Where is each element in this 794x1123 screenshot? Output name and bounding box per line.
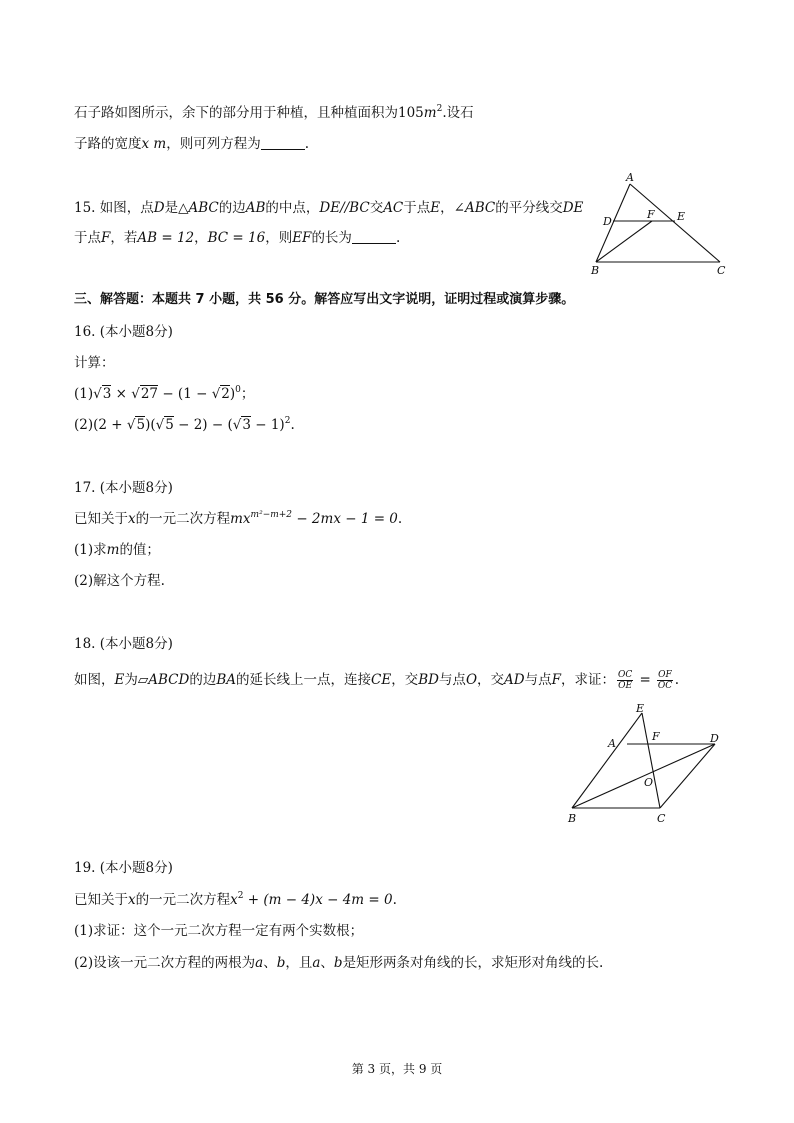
q15-cond1: AB = 12 <box>137 230 195 246</box>
q18-t3: 的边 <box>189 672 217 688</box>
q15-period: . <box>395 230 401 246</box>
q15-DE: DE <box>562 200 584 216</box>
q18-line-BE <box>572 713 642 808</box>
q18-BA: BA <box>216 672 236 688</box>
q18-line-EC <box>642 713 660 808</box>
q19-eq2: + (m − 4)x − 4m = 0 <box>243 892 393 908</box>
q16-title: 16. (本小题8分) <box>74 324 173 340</box>
q18-title: 18. (本小题8分) <box>74 636 173 652</box>
q15-comma: ， <box>194 230 208 246</box>
q15-t7: 的平分线交 <box>495 200 563 216</box>
q18-period: . <box>674 672 680 688</box>
q16-p1-rad2: 27 <box>140 386 159 402</box>
q18-E: E <box>114 672 125 688</box>
q18-O: O <box>465 672 478 688</box>
q16-p1-label: (1) <box>74 386 94 402</box>
q19-eq1: x <box>230 892 238 908</box>
q16-part-2 <box>74 415 295 435</box>
q14-text-end: .设石 <box>442 105 474 121</box>
q16-intro: 计算： <box>74 355 115 371</box>
q16-p2-a: (2 + <box>93 417 127 433</box>
q19-p2b: ，且 <box>285 955 313 971</box>
q18-f2-den: OC <box>657 681 673 691</box>
q15-t3: 的中点， <box>265 200 320 216</box>
q18-t9: ，求证： <box>560 672 615 688</box>
q19-sep2: 、 <box>320 955 334 971</box>
q18-t4: 的延长线上一点，连接 <box>236 672 371 688</box>
q16-p1-minus: − (1 − <box>158 386 212 402</box>
q15-l2d: 的长为 <box>311 230 352 246</box>
q19-p2a: (2)设该一元二次方程的两根为 <box>74 955 256 971</box>
q17-x: x <box>128 511 136 527</box>
q16-p2-g: − 2) − ( <box>173 417 233 433</box>
q18-fraction-2 <box>657 670 673 691</box>
q19-eqexp: 2 <box>237 891 244 901</box>
q14-period: . <box>304 136 310 152</box>
q16-p1-times: × <box>111 386 132 402</box>
q18-AD: AD <box>504 672 525 688</box>
q14-area: 105 <box>398 105 424 121</box>
q15-ABC: ABC <box>188 200 219 216</box>
q16-p2-root1: √ <box>126 417 136 433</box>
q18-f1-num: OC <box>617 670 633 680</box>
q15-DEBC: DE//BC <box>319 200 370 216</box>
q15-label-E: E <box>677 210 686 223</box>
q14-var-x: x <box>141 136 150 152</box>
q16-p2-rad2: 5 <box>165 417 174 433</box>
q18-BD: BD <box>418 672 439 688</box>
q15-line-AC <box>630 184 720 262</box>
q16-p2-rad1: 5 <box>136 417 146 433</box>
q16-p2-j: − 1) <box>250 417 285 433</box>
q19-b: b <box>276 955 286 971</box>
q18-F: F <box>551 672 561 688</box>
q16-p2-root2: √ <box>155 417 165 433</box>
q16-p1-end: ； <box>240 386 255 402</box>
q19-t2: 的一元二次方程 <box>135 892 231 908</box>
q18-label-C: C <box>657 812 666 825</box>
q15-t1: 是△ <box>164 200 189 216</box>
q18-fraction-1 <box>617 670 633 691</box>
q15-label-D: D <box>603 215 612 228</box>
q15-l2a: 于点 <box>74 230 101 246</box>
q14-var-m: m <box>153 136 167 152</box>
q14-exp: 2 <box>436 104 443 114</box>
q17-statement <box>74 509 402 529</box>
q14-answer-blank <box>261 135 305 150</box>
q19-title: 19. (本小题8分) <box>74 860 173 876</box>
q16-p1-close: ) <box>229 386 236 402</box>
q16-p1-exp: 0 <box>235 385 241 395</box>
q19-period: . <box>392 892 397 908</box>
q19-sep: 、 <box>263 955 277 971</box>
q19-b2: b <box>333 955 343 971</box>
q14-text: 石子路如图所示，余下的部分用于种植，且种植面积为 <box>74 105 398 121</box>
q15-lead: 15. 如图，点 <box>74 200 154 216</box>
q15-cond2: BC = 16 <box>207 230 266 246</box>
q18-label-A: A <box>608 737 616 750</box>
section-3-heading: 三、解答题：本题共 7 小题，共 56 分。解答应写出文字说明，证明过程或演算步骤。 <box>74 292 575 307</box>
q14-line-1 <box>74 103 474 123</box>
q15-l2b: ，若 <box>110 230 138 246</box>
q15-F: F <box>101 230 111 246</box>
q18-ABCD: ABCD <box>148 672 190 688</box>
q19-part-1: (1)求证：这个一元二次方程一定有两个实数根； <box>74 923 364 939</box>
q18-t6: 与点 <box>438 672 466 688</box>
q18-t7: ，交 <box>477 672 505 688</box>
q15-label-B: B <box>591 264 600 277</box>
q15-label-A: A <box>626 171 634 184</box>
q17-rest: − 2mx − 1 = 0 <box>292 511 398 527</box>
q18-CE: CE <box>371 672 392 688</box>
q18-label-F: F <box>652 730 660 743</box>
q17-t2: 的一元二次方程 <box>135 511 231 527</box>
q16-p1-root3: √ <box>211 386 221 402</box>
q16-p2-label: (2) <box>74 417 94 433</box>
q15-t2: 的边 <box>218 200 246 216</box>
q18-label-O: O <box>644 776 654 789</box>
q17-mx: mx <box>230 511 251 527</box>
q15-l2c: ，则 <box>265 230 293 246</box>
q16-p2-end: . <box>290 417 295 433</box>
q15-line-AB <box>596 184 630 262</box>
q15-line-2 <box>74 228 400 248</box>
q15-EF: EF <box>292 230 312 246</box>
q18-t5: ，交 <box>391 672 419 688</box>
q16-p1-root1: √ <box>93 386 102 402</box>
q19-t1: 已知关于 <box>74 892 128 908</box>
q18-label-B: B <box>568 812 577 825</box>
q16-p2-exp: 2 <box>284 416 291 426</box>
q15-t6: ，∠ <box>440 200 465 216</box>
q19-statement <box>74 890 397 910</box>
q18-line-CD <box>660 744 715 808</box>
q14-unit: m <box>423 105 437 121</box>
q18-statement <box>74 670 679 691</box>
q18-t8: 与点 <box>524 672 552 688</box>
q17-m: m <box>106 542 120 558</box>
q15-label-F: F <box>647 208 655 221</box>
q19-a: a <box>255 955 264 971</box>
q16-p1-root2: √ <box>131 386 140 402</box>
page-footer: 第 3 页，共 9 页 <box>351 1062 443 1076</box>
q15-AB: AB <box>245 200 266 216</box>
q17-p1b: 的值； <box>119 542 160 558</box>
q18-parallelogram-figure <box>560 700 730 830</box>
q16-p1-rad1: 3 <box>102 386 112 402</box>
q15-line-1 <box>74 198 583 218</box>
q14-text3: ，则可列方程为 <box>166 136 261 152</box>
q19-a2: a <box>312 955 321 971</box>
q18-t2: 为▱ <box>124 672 149 688</box>
q15-triangle-figure <box>585 170 735 278</box>
q14-text2: 子路的宽度 <box>74 136 142 152</box>
q17-exp: m²−m+2 <box>250 510 293 520</box>
q18-label-D: D <box>710 732 719 745</box>
q18-t1: 如图， <box>74 672 115 688</box>
q14-line-2 <box>74 134 309 154</box>
q19-p2c: 是矩形两条对角线的长，求矩形对角线的长. <box>342 955 604 971</box>
q15-t4: 交 <box>369 200 384 216</box>
q15-answer-blank <box>352 229 396 244</box>
q18-f2-num: OF <box>658 670 672 680</box>
q16-part-1 <box>74 384 254 404</box>
q18-eq: = <box>635 672 656 688</box>
q15-t5: 于点 <box>403 200 431 216</box>
q15-ABC2: ABC <box>464 200 496 216</box>
q17-period: . <box>397 511 403 527</box>
q18-f1-den: OE <box>618 681 633 691</box>
q19-x: x <box>128 892 136 908</box>
q17-part-1 <box>74 540 160 560</box>
q15-E: E <box>430 200 441 216</box>
q15-label-C: C <box>717 264 726 277</box>
q17-part-2: (2)解这个方程. <box>74 573 165 589</box>
q17-t1: 已知关于 <box>74 511 128 527</box>
q16-p2-d: )( <box>145 417 156 433</box>
q18-label-E: E <box>636 702 645 715</box>
q17-title: 17. (本小题8分) <box>74 480 173 496</box>
q19-part-2 <box>74 953 603 973</box>
q17-p1a: (1)求 <box>74 542 107 558</box>
q16-p1-rad3: 2 <box>221 386 230 402</box>
q15-D: D <box>153 200 165 216</box>
q16-p2-root3: √ <box>232 417 242 433</box>
q15-AC: AC <box>383 200 404 216</box>
q16-p2-rad3: 3 <box>242 417 251 433</box>
